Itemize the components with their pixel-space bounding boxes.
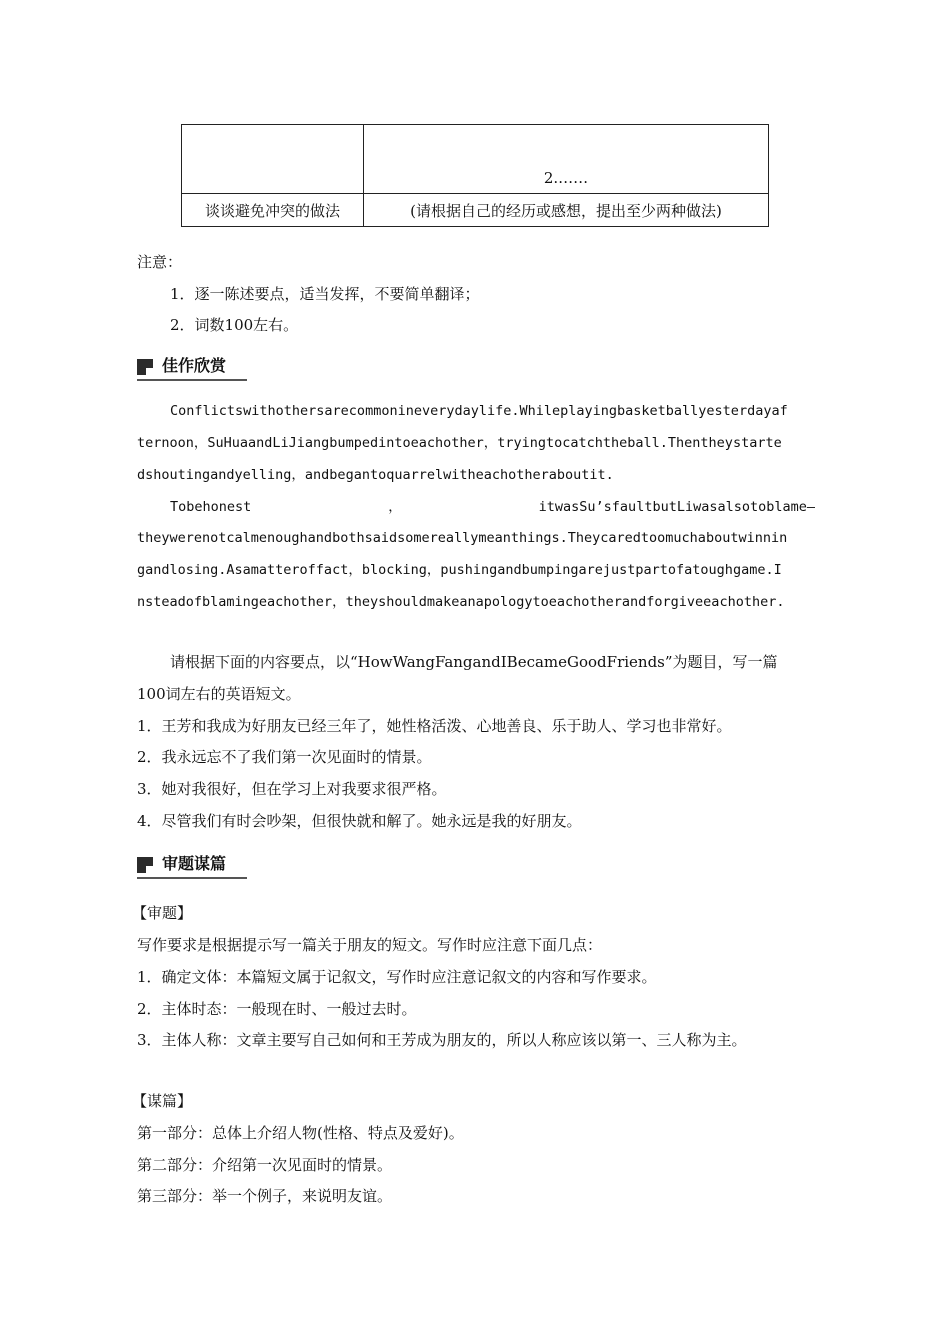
task-intro: 请根据下面的内容要点，以“HowWangFangandIBecameGoodFriends”为题目，写一篇 [170, 653, 778, 671]
essay-line: gandlosing.Asamatteroffact，blocking，pushingandbumpingarejustpartofatoughgame.I [137, 562, 782, 578]
table-cell [182, 125, 364, 194]
essay-line: Conflictswithothersarecommonineverydaylife.Whileplayingbasketballyesterdayaf [170, 403, 788, 419]
section-header-appreciation [137, 355, 247, 381]
moupian-label: 【谋篇】 [132, 1092, 193, 1110]
section-title: 佳作欣赏 [162, 356, 227, 375]
essay-fragment: itwasSu’sfaultbutLiwasalsotoblame— [538, 499, 815, 515]
shenti-line: 写作要求是根据提示写一篇关于朋友的短文。写作时应注意下面几点： [137, 936, 603, 954]
notes-heading: 注意： [137, 253, 183, 271]
task-point: 4．尽管我们有时会吵架，但很快就和解了。她永远是我的好朋友。 [137, 812, 582, 830]
note-item: 1．逐一陈述要点，适当发挥，不要简单翻译； [170, 285, 480, 303]
moupian-line: 第一部分：总体上介绍人物(性格、特点及爱好)。 [137, 1124, 464, 1142]
section-title: 审题谋篇 [162, 854, 227, 873]
section-underline [137, 877, 247, 879]
task-point: 2．我永远忘不了我们第一次见面时的情景。 [137, 748, 432, 766]
section-header-analysis [137, 853, 247, 879]
shenti-label: 【审题】 [132, 904, 193, 922]
task-intro: 100词左右的英语短文。 [137, 685, 301, 703]
outline-table [181, 124, 769, 227]
table-cell: 2.…… [364, 125, 769, 194]
essay-line [170, 497, 815, 517]
shenti-line: 3．主体人称：文章主要写自己如何和王芳成为朋友的，所以人称应该以第一、三人称为主。 [137, 1031, 747, 1049]
shenti-line: 1．确定文体：本篇短文属于记叙文，写作时应注意记叙文的内容和写作要求。 [137, 968, 657, 986]
essay-line: ternoon，SuHuaandLiJiangbumpedintoeachother，tryingtocatchtheball.Thentheystarte [137, 435, 782, 451]
essay-line: dshoutingandyelling，andbegantoquarrelwitheachotheraboutit. [137, 467, 614, 483]
shenti-line: 2．主体时态：一般现在时、一般过去时。 [137, 1000, 417, 1018]
moupian-line: 第三部分：举一个例子，来说明友谊。 [137, 1187, 393, 1205]
section-underline [137, 379, 247, 381]
task-point: 3．她对我很好，但在学习上对我要求很严格。 [137, 780, 447, 798]
essay-fragment: ， [388, 499, 402, 515]
essay-line: nsteadofblamingeachother，theyshouldmakeanapologytoeachotherandforgiveeachother. [137, 594, 785, 610]
note-item: 2．词数100左右。 [170, 316, 299, 334]
essay-line: theywerenotcalmenoughandbothsaidsomereallymeanthings.Theycaredtoomuchaboutwinnin [137, 530, 788, 546]
essay-fragment: Tobehonest [170, 499, 252, 515]
table-cell: 谈谈避免冲突的做法 [182, 194, 364, 227]
table-row [182, 125, 769, 194]
table-cell: (请根据自己的经历或感想，提出至少两种做法) [364, 194, 769, 227]
task-point: 1．王芳和我成为好朋友已经三年了，她性格活泼、心地善良、乐于助人、学习也非常好。 [137, 717, 732, 735]
table-row [182, 194, 769, 227]
section-square-icon [137, 857, 153, 873]
moupian-line: 第二部分：介绍第一次见面时的情景。 [137, 1156, 393, 1174]
section-square-icon [137, 359, 153, 375]
